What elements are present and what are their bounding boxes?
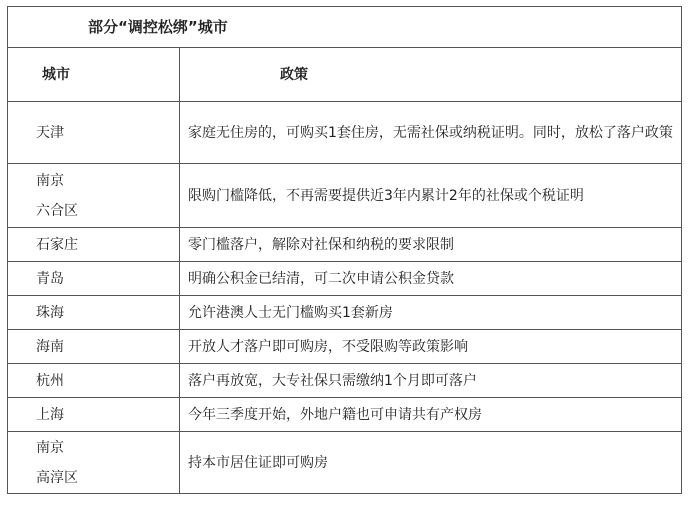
city-cell xyxy=(8,330,180,364)
policy-cell: 明确公积金已结清，可二次申请公积金贷款 xyxy=(180,262,682,296)
header-city: 城市 xyxy=(8,48,180,102)
header-row xyxy=(8,48,682,102)
title-row xyxy=(8,7,682,48)
city-name: 珠海 xyxy=(36,304,64,321)
table-row xyxy=(8,398,682,432)
policy-cell: 零门槛落户，解除对社保和纳税的要求限制 xyxy=(180,228,682,262)
district-name: 高淳区 xyxy=(36,469,78,486)
city-policy-table xyxy=(7,6,682,494)
city-name: 杭州 xyxy=(36,372,64,389)
table-row xyxy=(8,296,682,330)
city-name: 石家庄 xyxy=(36,236,78,253)
table-row xyxy=(8,102,682,164)
city-cell xyxy=(8,364,180,398)
policy-cell: 家庭无住房的，可购买1套住房，无需社保或纳税证明。同时，放松了落户政策 xyxy=(180,102,682,164)
city-name: 青岛 xyxy=(36,270,64,287)
city-cell xyxy=(8,398,180,432)
district-name: 六合区 xyxy=(36,202,78,219)
city-cell xyxy=(8,432,180,494)
table-row xyxy=(8,164,682,228)
city-name: 南京 xyxy=(36,439,64,456)
table-row xyxy=(8,330,682,364)
city-name: 海南 xyxy=(36,338,64,355)
table-row xyxy=(8,364,682,398)
header-policy: 政策 xyxy=(180,48,682,102)
policy-cell: 今年三季度开始，外地户籍也可申请共有产权房 xyxy=(180,398,682,432)
policy-cell: 开放人才落户即可购房，不受限购等政策影响 xyxy=(180,330,682,364)
city-cell xyxy=(8,296,180,330)
city-name: 南京 xyxy=(36,172,64,189)
table-row xyxy=(8,432,682,494)
policy-cell: 限购门槛降低，不再需要提供近3年内累计2年的社保或个税证明 xyxy=(180,164,682,228)
city-cell xyxy=(8,164,180,228)
table-title: 部分“调控松绑”城市 xyxy=(8,7,682,48)
policy-cell: 落户再放宽，大专社保只需缴纳1个月即可落户 xyxy=(180,364,682,398)
policy-cell: 持本市居住证即可购房 xyxy=(180,432,682,494)
city-name: 天津 xyxy=(36,124,64,141)
table-row xyxy=(8,228,682,262)
table-row xyxy=(8,262,682,296)
city-name: 上海 xyxy=(36,406,64,423)
city-cell xyxy=(8,102,180,164)
policy-cell: 允许港澳人士无门槛购买1套新房 xyxy=(180,296,682,330)
city-cell xyxy=(8,228,180,262)
city-cell xyxy=(8,262,180,296)
